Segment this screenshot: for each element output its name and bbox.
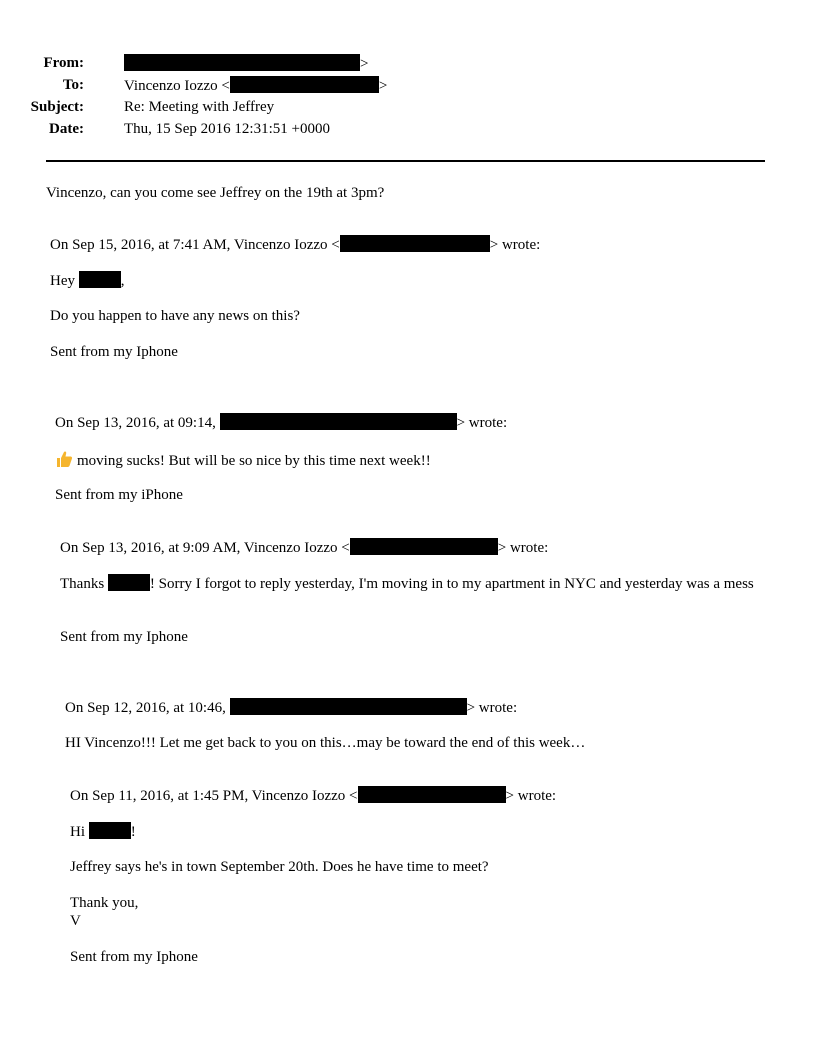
redaction-block xyxy=(89,822,131,839)
date-label: Date: xyxy=(49,121,84,137)
date-value: Thu, 15 Sep 2016 12:31:51 +0000 xyxy=(124,121,330,137)
q1-attribution-post: > wrote: xyxy=(489,237,541,253)
q5-greeting-post: ! xyxy=(130,824,136,840)
q2-signature: Sent from my iPhone xyxy=(55,487,183,503)
redaction-block xyxy=(220,413,457,430)
q5-signature: Sent from my Iphone xyxy=(70,949,198,965)
from-label: From: xyxy=(43,55,84,71)
subject-value: Re: Meeting with Jeffrey xyxy=(124,99,275,115)
thumbs-up-icon xyxy=(55,450,73,468)
to-row xyxy=(0,76,780,96)
header-divider xyxy=(46,160,765,162)
redaction-block xyxy=(230,698,467,715)
q3-attribution-post: > wrote: xyxy=(497,540,549,556)
q5-greeting xyxy=(70,822,136,841)
q1-attribution-pre: On Sep 15, 2016, at 7:41 AM, Vincenzo Iozzo < xyxy=(50,237,340,253)
redaction-block xyxy=(340,235,490,252)
q5-attribution xyxy=(70,786,556,805)
q5-thanks: Thank you, xyxy=(70,895,139,911)
q5-attribution-pre: On Sep 11, 2016, at 1:45 PM, Vincenzo Iozzo < xyxy=(70,788,358,804)
q5-attribution-post: > wrote: xyxy=(505,788,557,804)
q5-question: Jeffrey says he's in town September 20th. Does he have time to meet? xyxy=(70,859,489,875)
q4-message: HI Vincenzo!!! Let me get back to you on this…may be toward the end of this week… xyxy=(65,735,586,751)
q5-initial: V xyxy=(70,913,81,929)
q1-signature: Sent from my Iphone xyxy=(50,344,178,360)
q3-thanks-post: ! Sorry I forgot to reply yesterday, I'm moving in to my apartment in NYC and yesterday was a mess xyxy=(149,576,754,592)
from-row xyxy=(0,54,780,74)
q2-attribution-post: > wrote: xyxy=(456,415,508,431)
subject-label: Subject: xyxy=(30,99,84,115)
q3-attribution xyxy=(60,538,548,557)
redaction-block xyxy=(230,76,379,93)
to-label: To: xyxy=(62,77,84,93)
redaction-block xyxy=(358,786,506,803)
redaction-block xyxy=(350,538,498,555)
to-name: Vincenzo Iozzo < xyxy=(124,78,230,94)
q2-message-text: moving sucks! But will be so nice by this time next week!! xyxy=(77,453,431,469)
from-close: > xyxy=(360,56,369,72)
q1-greeting-post: , xyxy=(120,273,125,289)
q2-attribution xyxy=(55,413,507,432)
q2-attribution-pre: On Sep 13, 2016, at 09:14, xyxy=(55,415,220,431)
redaction-block xyxy=(79,271,121,288)
redaction-block xyxy=(124,54,360,71)
q1-question: Do you happen to have any news on this? xyxy=(50,308,300,324)
q4-attribution xyxy=(65,698,517,717)
date-row xyxy=(0,120,780,140)
to-value xyxy=(124,76,387,95)
q1-attribution xyxy=(50,235,540,254)
q3-signature: Sent from my Iphone xyxy=(60,629,188,645)
q1-greeting-pre: Hey xyxy=(50,273,79,289)
q2-message xyxy=(55,450,431,470)
subject-row xyxy=(0,98,780,118)
q1-greeting xyxy=(50,271,125,290)
to-close: > xyxy=(378,78,388,94)
q4-attribution-pre: On Sep 12, 2016, at 10:46, xyxy=(65,700,230,716)
q5-greeting-pre: Hi xyxy=(70,824,89,840)
q4-attribution-post: > wrote: xyxy=(466,700,518,716)
reply-text: Vincenzo, can you come see Jeffrey on the 19th at 3pm? xyxy=(46,185,385,201)
q3-thanks-pre: Thanks xyxy=(60,576,108,592)
redaction-block xyxy=(108,574,150,591)
q3-thanks xyxy=(60,574,760,593)
from-value xyxy=(124,54,368,73)
q3-attribution-pre: On Sep 13, 2016, at 9:09 AM, Vincenzo Iozzo < xyxy=(60,540,350,556)
